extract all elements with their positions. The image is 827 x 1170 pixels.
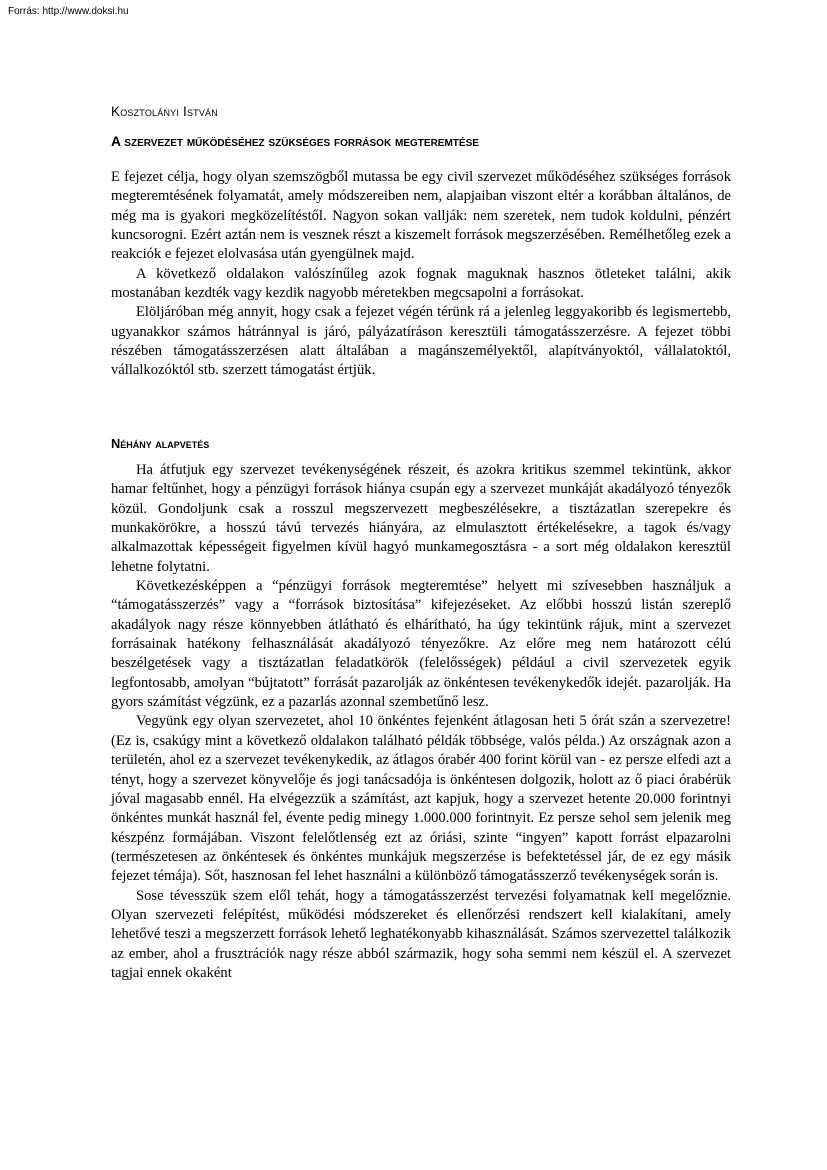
source-label: Forrás: http://www.doksi.hu	[8, 6, 129, 17]
author-name: Kosztolányi István	[111, 104, 218, 119]
basics-section	[111, 436, 731, 983]
intro-paragraph: A következő oldalakon valószínűleg azok fognak maguknak hasznos ötleteket találni, akik mostanában kezdték vagy kezdik nagyobb méretekben megcsapolni a forrásokat.	[111, 265, 731, 302]
basics-paragraph: Ha átfutjuk egy szervezet tevékenységének részeit, és azokra kritikus szemmel tekintünk, akkor hamar feltűnhet, hogy a pénzügyi források hiánya csupán egy a szervezet munkáját akadályozó tényezők közül. Gondoljunk csak a rosszul megszervezett megbeszélésekre, a tisztázatlan szerepekre és munkakörökre, a hosszú távú tervezés hiányára, az elmulasztott értékelésekre, a tagok és/vagy alkalmazottak képességeit figyelmen kívül hagyó munkamegosztásra - a sort még oldalakon keresztül lehetne folytatni.	[111, 462, 731, 575]
section-heading: Néhány alapvetés	[111, 436, 210, 451]
intro-paragraph: Elöljáróban még annyit, hogy csak a fejezet végén térünk rá a jelenleg leggyakoribb és legismertebb, ugyanakkor számos hátránnyal is járó, pályázatíráson keresztüli támogatásszerzésre. A fejezet többi részében támogatásszerzésen alatt általában a magánszemélyektől, alapítványoktól, vállalatoktól, vállalkozóktól stb. szerzett támogatást értjük.	[111, 304, 731, 379]
chapter-title: A szervezet működéséhez szükséges források megteremtése	[111, 134, 479, 149]
intro-paragraph: E fejezet célja, hogy olyan szemszögből mutassa be egy civil szervezet működéséhez szükséges források megteremtésének folyamatát, amely módszereiben nem, alapjaiban viszont eltér a korábban általános, de még ma is gyakori megközelítéstől. Nagyon sokan vallják: nem szeretek, nem tudok koldulni, pénzért kuncsorogni. Ezért aztán nem is vesznek részt a kiszemelt források megszerzésében. Remélhetőleg ezek a reakciók e fejezet elolvasása után gyengülnek majd.	[111, 169, 731, 263]
basics-paragraph: Vegyünk egy olyan szervezetet, ahol 10 önkéntes fejenként átlagosan heti 5 órát szán a szervezetre! (Ez is, csakúgy mint a következő oldalakon található példák többsége, valós példa.) Az országnak azon a területén, ahol ez a szervezet tevékenykedik, az átlagos órabér 400 forint körül van - ez persze elfedi azt a tényt, hogy a szervezet könyvelője és jogi tanácsadója is önkéntesen dolgozik, holott az ő piaci órabérük jóval magasabb ennél. Ha elvégezzük a számítást, azt kapjuk, hogy a szervezet hetente 20.000 forintnyi önkéntes munkát használ fel, évente pedig minegy 1.000.000 forintnyit. Ez persze sehol sem jelenik meg készpénz formájában. Viszont felelőtlenség ezt az óriási, szinte “ingyen” kapott forrást elpazarolni (természetesen az önkéntesek és önkéntes munkájuk megszerzése is befektetéssel jár, de ez egy másik fejezet témája). Sőt, hasznosan fel lehet használni a különböző támogatásszerző tevékenységek során is.	[111, 713, 731, 885]
basics-paragraph: Sose tévesszük szem elől tehát, hogy a támogatásszerzést tervezési folyamatnak kell megelőznie. Olyan szervezeti felépítést, működési módszereket és ellenőrzési rendszert kell kialakítani, amely lehetővé teszi a megszerzett források lehető leghatékonyabb kihasználását. Számos szervezettel találkozik az ember, ahol a frusztrációk nagy része abból származik, hogy soha semmi nem készül el. A szervezet tagjai ennek okaként	[111, 887, 731, 981]
basics-paragraph: Következésképpen a “pénzügyi források megteremtése” helyett mi szívesebben használjuk a “támogatásszerzés” vagy a “források biztosítása” kifejezéseket. Az előbbi hosszú listán szereplő akadályok nagy része könnyebben átlátható és elhárítható, ha úgy tekintünk rájuk, mint a szervezet forrásainak hatékony felhasználását akadályozó tényezőkre. Az előre meg nem határozott célú beszélgetések vagy a tisztázatlan feladatkörök (felelősségek) például a civil szervezetek egyik legfontosabb, amolyan “bújtatott” forrását pazarolják az önkéntesen tevékenykedők idejét. pazarolják. Ha gyors számítást végzünk, ez a pazarlás azonnal szembetűnő lesz.	[111, 578, 731, 711]
intro-section	[111, 168, 731, 381]
